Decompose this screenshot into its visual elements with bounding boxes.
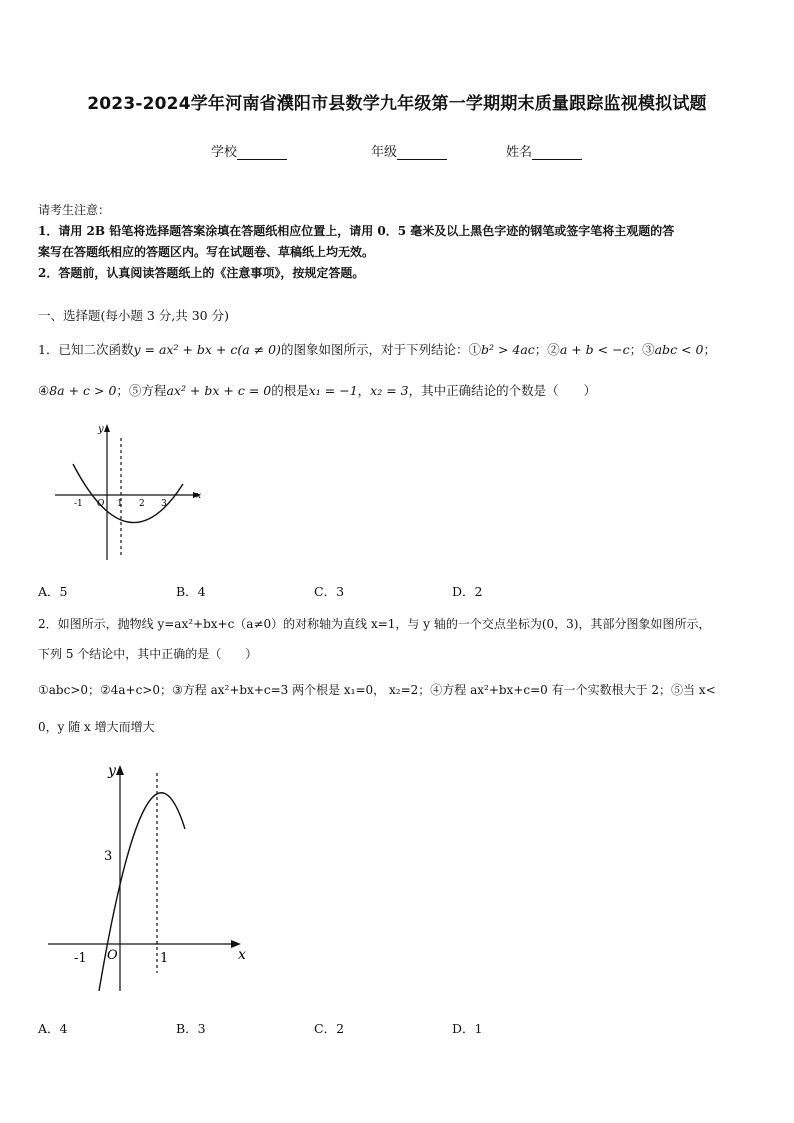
q1-sep-5: ；⑤方程	[116, 383, 167, 398]
grade-label: 年级	[371, 145, 398, 160]
q1-tick-1: 1	[117, 499, 123, 509]
q1-equation: y = ax² + bx + c(a ≠ 0)	[133, 342, 281, 357]
q1-x-label: x	[196, 491, 202, 501]
q1-conclusion-2: a + b < −c	[559, 342, 630, 357]
q1-root-1: x₁ = −1	[308, 383, 358, 398]
q1-option-b[interactable]: B．4	[176, 584, 206, 599]
school-field	[211, 141, 287, 160]
q2-tick-1: 1	[160, 951, 169, 966]
q2-option-d[interactable]: D．1	[452, 1021, 483, 1036]
q1-tick-3: 3	[161, 499, 167, 509]
school-blank	[237, 147, 287, 160]
section-heading: 一、选择题(每小题 3 分,共 30 分)	[38, 308, 229, 323]
notice-line-3: 2．答题前，认真阅读答题纸上的《注意事项》，按规定答题。	[38, 266, 365, 280]
q1-prefix: 1．已知二次函数	[38, 342, 134, 357]
q1-root-text: 的根是	[271, 383, 309, 398]
q1-line-1	[38, 340, 716, 358]
q2-tick-origin: O	[107, 948, 118, 963]
q1-conclusion-1: b² > 4ac	[480, 342, 535, 357]
grade-blank	[397, 147, 447, 160]
notice-line-1: 1．请用 2B 铅笔将选择题答案涂填在答题纸相应位置上，请用 0．5 毫米及以上黑色字迹的钢笔或签字笔将主观题的答	[38, 224, 675, 238]
notice-heading: 请考生注意：	[38, 203, 111, 217]
q1-parabola-graph	[55, 420, 215, 565]
q1-tick-2: 2	[139, 499, 145, 509]
q2-option-b[interactable]: B．3	[176, 1021, 206, 1036]
q1-tick-origin: O	[97, 499, 105, 509]
name-field	[506, 141, 582, 160]
q2-option-a[interactable]: A．4	[38, 1021, 68, 1036]
q2-line-2: 下列 5 个结论中，其中正确的是（ ）	[38, 647, 258, 661]
q1-comma: ，	[357, 383, 371, 398]
q2-option-c[interactable]: C．2	[314, 1021, 345, 1036]
q1-option-a[interactable]: A．5	[38, 584, 68, 599]
q1-conclusion-5: ax² + bx + c = 0	[166, 383, 272, 398]
q1-sep-2: ；②	[534, 342, 560, 357]
q1-parabola	[73, 464, 183, 523]
name-label: 姓名	[506, 145, 533, 160]
grade-field	[371, 141, 447, 160]
q1-sep-3: ；③	[629, 342, 655, 357]
q2-line-4: 0，y 随 x 增大而增大	[38, 720, 155, 734]
page-title: 2023-2024学年河南省濮阳市县数学九年级第一学期期末质量跟踪监视模拟试题	[87, 94, 707, 114]
q1-mark-4: ④	[38, 383, 50, 398]
q2-x-label: x	[238, 947, 246, 963]
q2-tick-3: 3	[104, 849, 113, 864]
q1-line-2	[38, 381, 596, 399]
q2-y-label: y	[108, 763, 116, 779]
notice-line-2: 案写在答题纸相应的答题区内。写在试题卷、草稿纸上均无效。	[38, 245, 375, 259]
name-blank	[532, 147, 582, 160]
q2-tick-neg1: -1	[74, 951, 87, 966]
q1-root-2: x₂ = 3	[370, 383, 409, 398]
q2-line-1: 2．如图所示，抛物线 y=ax²+bx+c（a≠0）的对称轴为直线 x=1，与 y 轴的一个交点坐标为(0，3)，其部分图象如图所示，	[38, 617, 711, 631]
school-label: 学校	[211, 145, 238, 160]
q2-parabola-graph	[44, 755, 254, 1000]
q2-y-arrow	[116, 765, 124, 775]
q1-conclusion-4: 8a + c > 0	[49, 383, 117, 398]
q1-end-1: ；	[703, 342, 716, 357]
q1-option-c[interactable]: C．3	[314, 584, 345, 599]
q2-line-3: ①abc>0；②4a+c>0；③方程 ax²+bx+c=3 两个根是 x₁=0， x₂=2；④方程 ax²+bx+c=0 有一个实数根大于 2；⑤当 x<	[38, 683, 716, 697]
q1-mid: 的图象如图所示，对于下列结论：①	[280, 342, 481, 357]
q1-y-label: y	[98, 424, 104, 435]
q1-option-d[interactable]: D．2	[452, 584, 483, 599]
q1-y-arrow	[104, 424, 110, 432]
q1-tick-neg1: -1	[74, 499, 83, 509]
q1-end-2: ，其中正确结论的个数是（ ）	[408, 383, 597, 398]
q1-conclusion-3: abc < 0	[654, 342, 704, 357]
